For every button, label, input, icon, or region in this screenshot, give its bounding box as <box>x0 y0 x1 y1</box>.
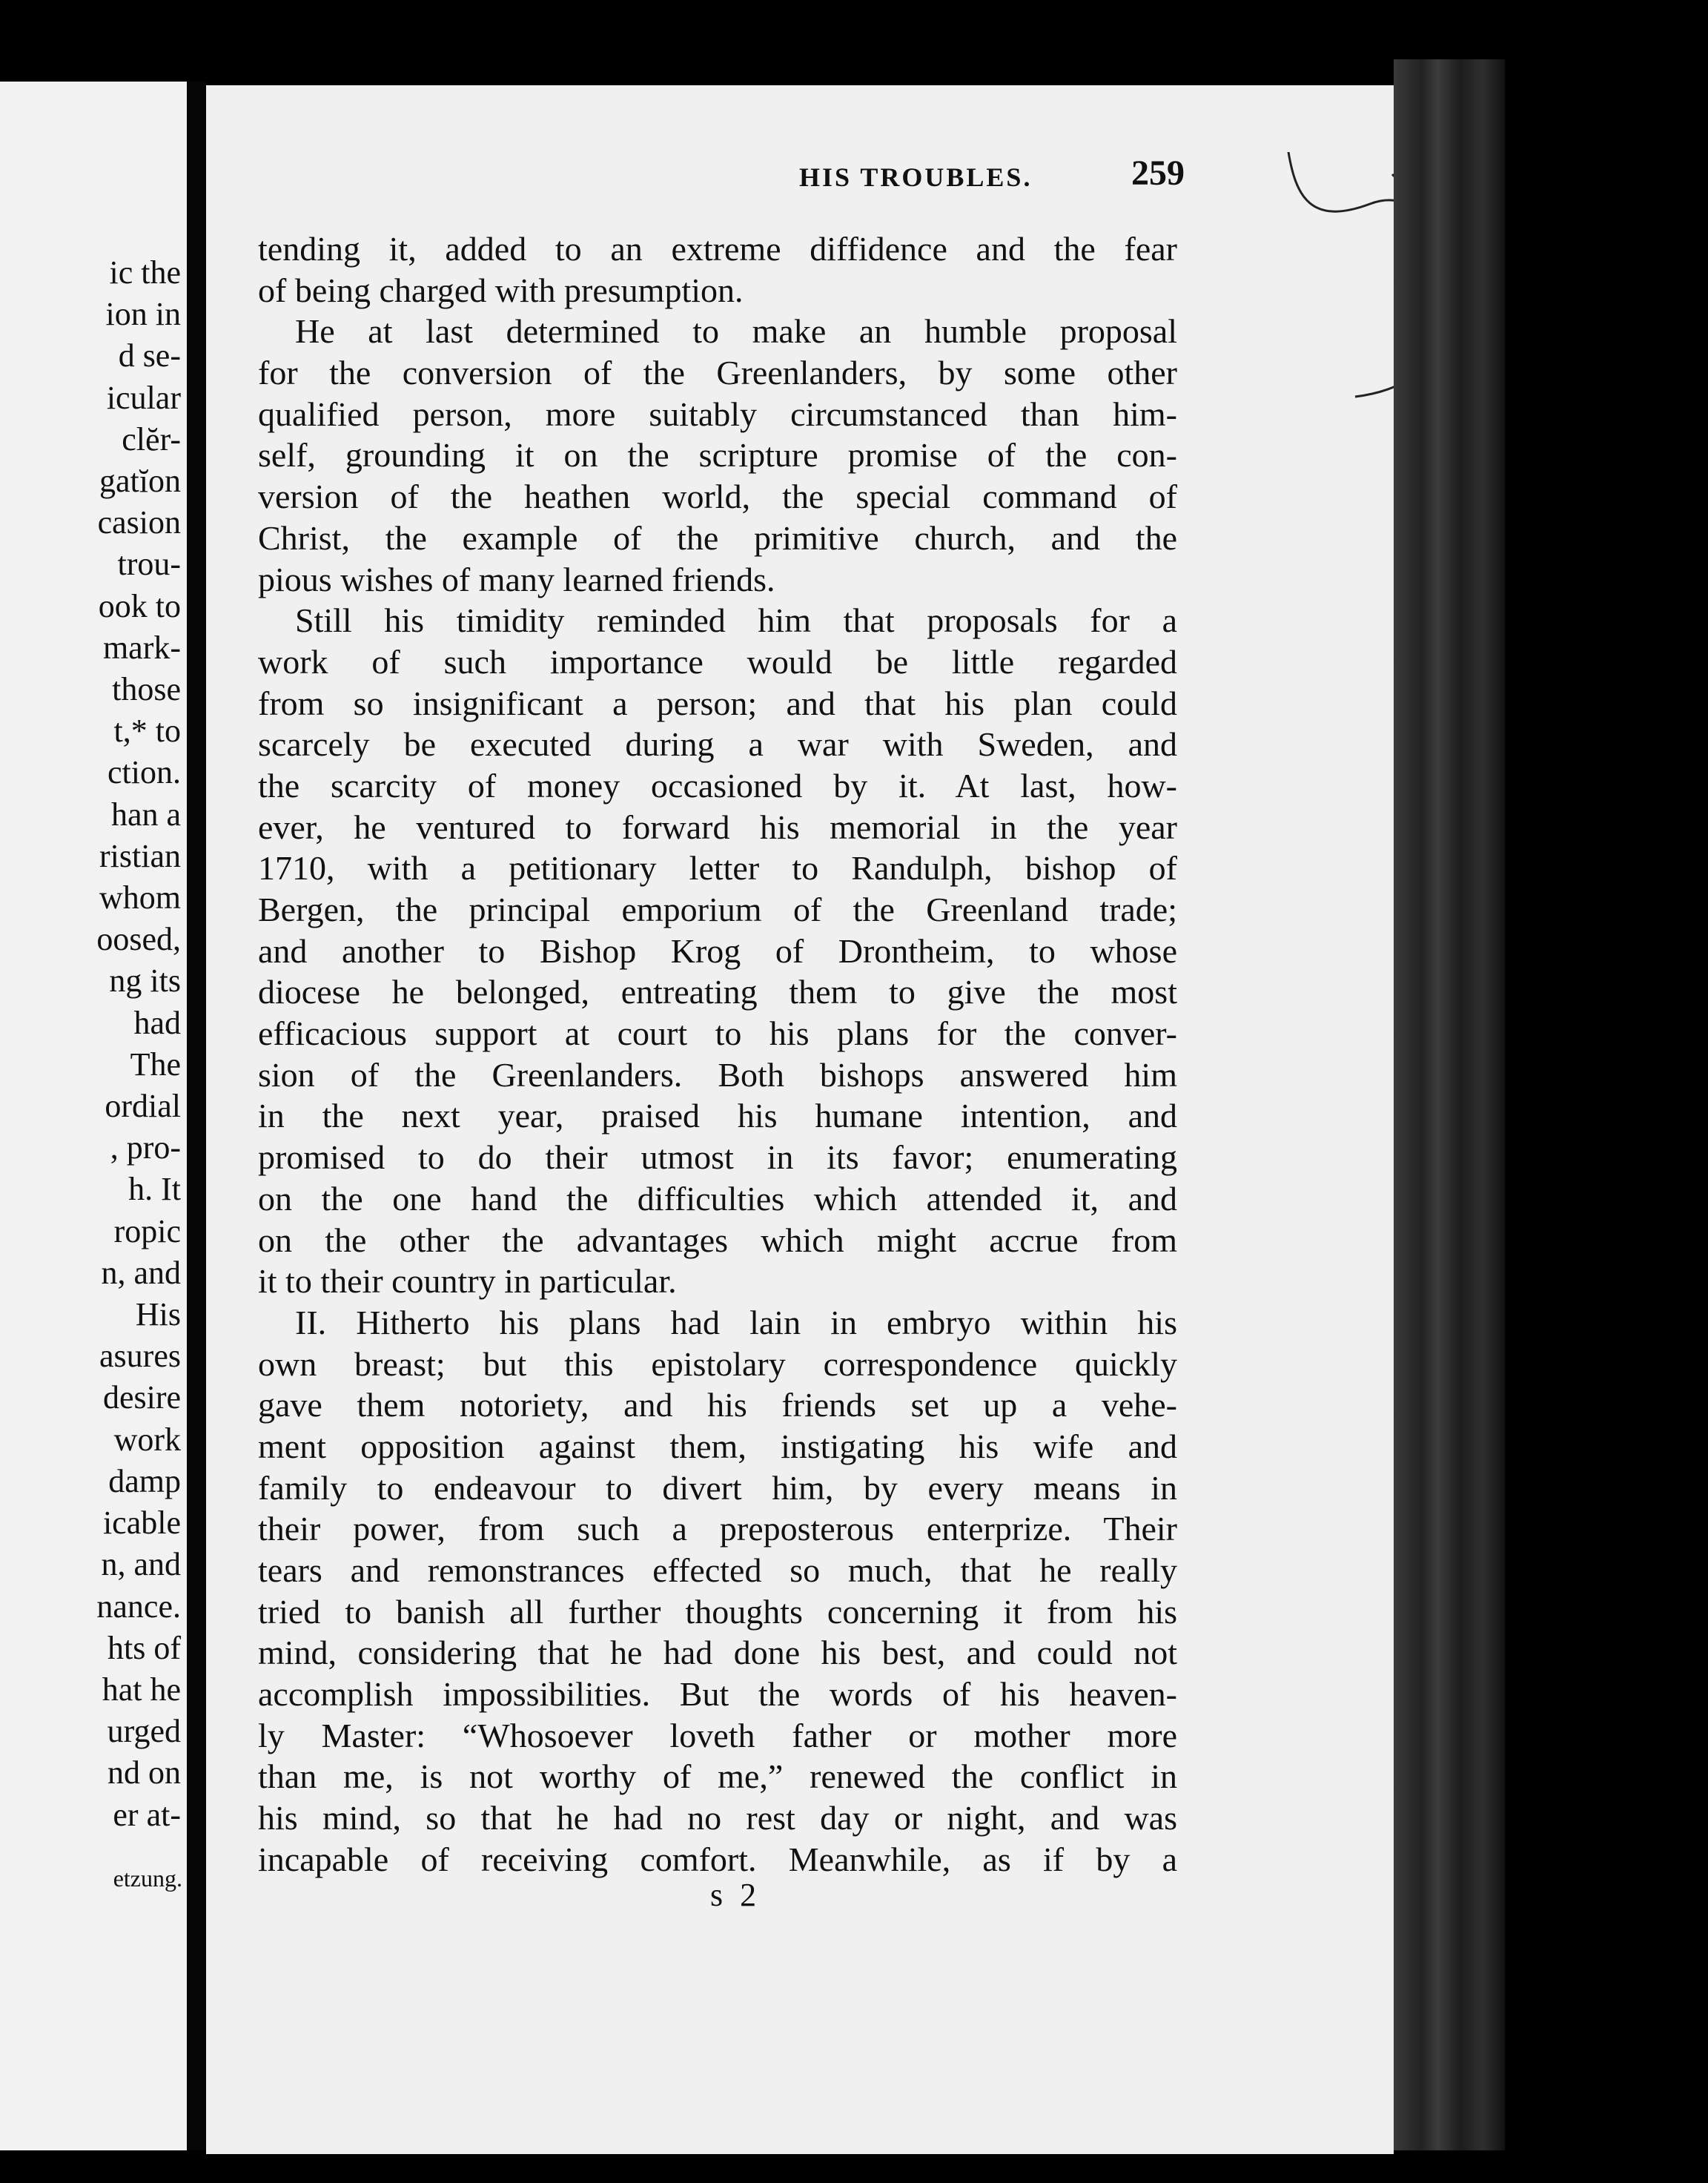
previous-page-line: His <box>135 1296 181 1333</box>
previous-page-line: whom <box>99 879 181 917</box>
text-line: ment opposition against them, instigating his wife and <box>258 1427 1177 1465</box>
page-body-text <box>258 228 1177 1880</box>
text-line: of being charged with presumption. <box>258 271 744 309</box>
text-line: 1710, with a petitionary letter to Randulph, bishop of <box>258 849 1177 888</box>
previous-page-line: mark- <box>102 629 181 666</box>
text-line: tears and remonstrances effected so much, that he really <box>258 1551 1177 1589</box>
text-line: for the conversion of the Greenlanders, by some other <box>258 354 1177 392</box>
previous-page-line: had <box>133 1004 181 1041</box>
text-line: scarcely be executed during a war with Sweden, and <box>258 725 1177 764</box>
previous-page-line: gatĭon <box>99 463 181 500</box>
text-line: Christ, the example of the primitive church, and the <box>258 518 1177 557</box>
previous-page-line: trou- <box>117 546 181 583</box>
text-line: on the other the advantages which might accrue from <box>258 1221 1177 1259</box>
previous-page-line: ook to <box>98 587 181 624</box>
book-gutter <box>187 82 206 2150</box>
book-page <box>206 85 1394 2154</box>
page-header <box>592 153 1185 200</box>
text-line: Bergen, the principal emporium of the Greenland trade; <box>258 891 1177 928</box>
previous-page-line: ordial <box>105 1088 181 1125</box>
running-head: HIS TROUBLES. <box>799 162 1033 192</box>
previous-page-line: ng its <box>109 962 181 1000</box>
text-line: II. Hitherto his plans had lain in embryo within his <box>295 1303 1177 1341</box>
previous-page-line: hts of <box>107 1629 181 1666</box>
text-line: incapable of receiving comfort. Meanwhile, as if by a <box>258 1840 1177 1878</box>
text-line: it to their country in particular. <box>258 1262 677 1301</box>
text-line: mind, considering that he had done his best, and could not <box>258 1634 1177 1672</box>
text-line: Still his timidity reminded him that proposals for a <box>295 601 1177 640</box>
previous-page-line: t,* to <box>113 713 181 750</box>
previous-page-line: n, and <box>101 1254 181 1291</box>
text-line: promised to do their utmost in its favor; enumerating <box>258 1138 1177 1177</box>
previous-page-line: clĕr- <box>122 420 181 458</box>
previous-page-line: oosed, <box>96 921 181 958</box>
page-edges <box>1394 59 1505 2150</box>
previous-page-line: ristian <box>99 837 181 874</box>
text-line: and another to Bishop Krog of Drontheim, to whose <box>258 931 1177 970</box>
text-line: the scarcity of money occasioned by it. At last, how- <box>258 766 1177 805</box>
text-line: qualified person, more suitably circumstanced than him- <box>258 394 1177 433</box>
text-line: own breast; but this epistolary correspondence quickly <box>258 1344 1177 1383</box>
previous-page-line: nd on <box>107 1754 181 1791</box>
previous-page-line: , pro- <box>110 1129 181 1166</box>
text-line: work of such importance would be little regarded <box>258 642 1177 681</box>
previous-page-text <box>96 252 181 1836</box>
previous-page-line: icable <box>102 1505 181 1542</box>
text-line: gave them notoriety, and his friends set up a vehe- <box>258 1386 1177 1424</box>
previous-page-line: han a <box>110 796 181 833</box>
previous-page-line: ic the <box>109 254 181 291</box>
text-line: family to endeavour to divert him, by every means in <box>258 1468 1177 1507</box>
previous-page-line: icular <box>106 379 181 416</box>
previous-page-line: desire <box>102 1379 181 1416</box>
previous-page-line: ropic <box>113 1212 181 1249</box>
previous-page-line: d se- <box>118 337 181 374</box>
previous-page-line: ction. <box>107 754 181 791</box>
previous-page-line: work <box>113 1421 181 1458</box>
previous-page-line: ion in <box>105 296 181 333</box>
text-line: He at last determined to make an humble proposal <box>295 312 1177 351</box>
text-line: tried to banish all further thoughts concerning it from his <box>258 1592 1177 1631</box>
previous-page-line: er at- <box>113 1796 181 1833</box>
previous-page-line: The <box>130 1046 181 1083</box>
previous-page-fragment <box>0 82 187 2150</box>
text-line: than me, is not worthy of me,” renewed the conflict in <box>258 1757 1177 1796</box>
page-number: 259 <box>1131 153 1185 193</box>
previous-page-line: those <box>112 671 181 708</box>
text-line: version of the heathen world, the special command of <box>258 478 1177 516</box>
text-line: in the next year, praised his humane intention, and <box>258 1097 1177 1135</box>
previous-page-line: urged <box>107 1713 181 1750</box>
text-line: on the one hand the difficulties which attended it, and <box>258 1179 1177 1218</box>
previous-page-line: hat he <box>102 1671 181 1708</box>
signature-mark: s 2 <box>710 1877 761 1913</box>
text-line: sion of the Greenlanders. Both bishops answered him <box>258 1055 1177 1094</box>
previous-page-line: n, and <box>101 1546 181 1583</box>
previous-page-line: casion <box>97 504 181 541</box>
text-line: efficacious support at court to his plans for the conver- <box>258 1014 1177 1053</box>
previous-page-line: nance. <box>96 1588 181 1625</box>
text-line: self, grounding it on the scripture promise of the con- <box>258 436 1177 475</box>
text-line: their power, from such a preposterous enterprize. Their <box>258 1510 1177 1548</box>
text-line: accomplish impossibilities. But the words of his heaven- <box>258 1675 1177 1714</box>
previous-page-signature: etzung. <box>113 1865 182 1892</box>
text-line: pious wishes of many learned friends. <box>258 560 775 598</box>
previous-page-line: damp <box>108 1462 181 1499</box>
text-line: ever, he ventured to forward his memorial in the year <box>258 808 1177 846</box>
previous-page-line: asures <box>99 1338 181 1375</box>
text-line: from so insignificant a person; and that his plan could <box>258 684 1177 722</box>
text-line: ly Master: “Whosoever loveth father or mother more <box>258 1716 1177 1754</box>
text-line: diocese he belonged, entreating them to give the most <box>258 973 1177 1011</box>
previous-page-line: h. It <box>128 1171 181 1208</box>
text-line: tending it, added to an extreme diffidence and the fear <box>258 230 1177 268</box>
text-line: his mind, so that he had no rest day or night, and was <box>258 1799 1177 1837</box>
